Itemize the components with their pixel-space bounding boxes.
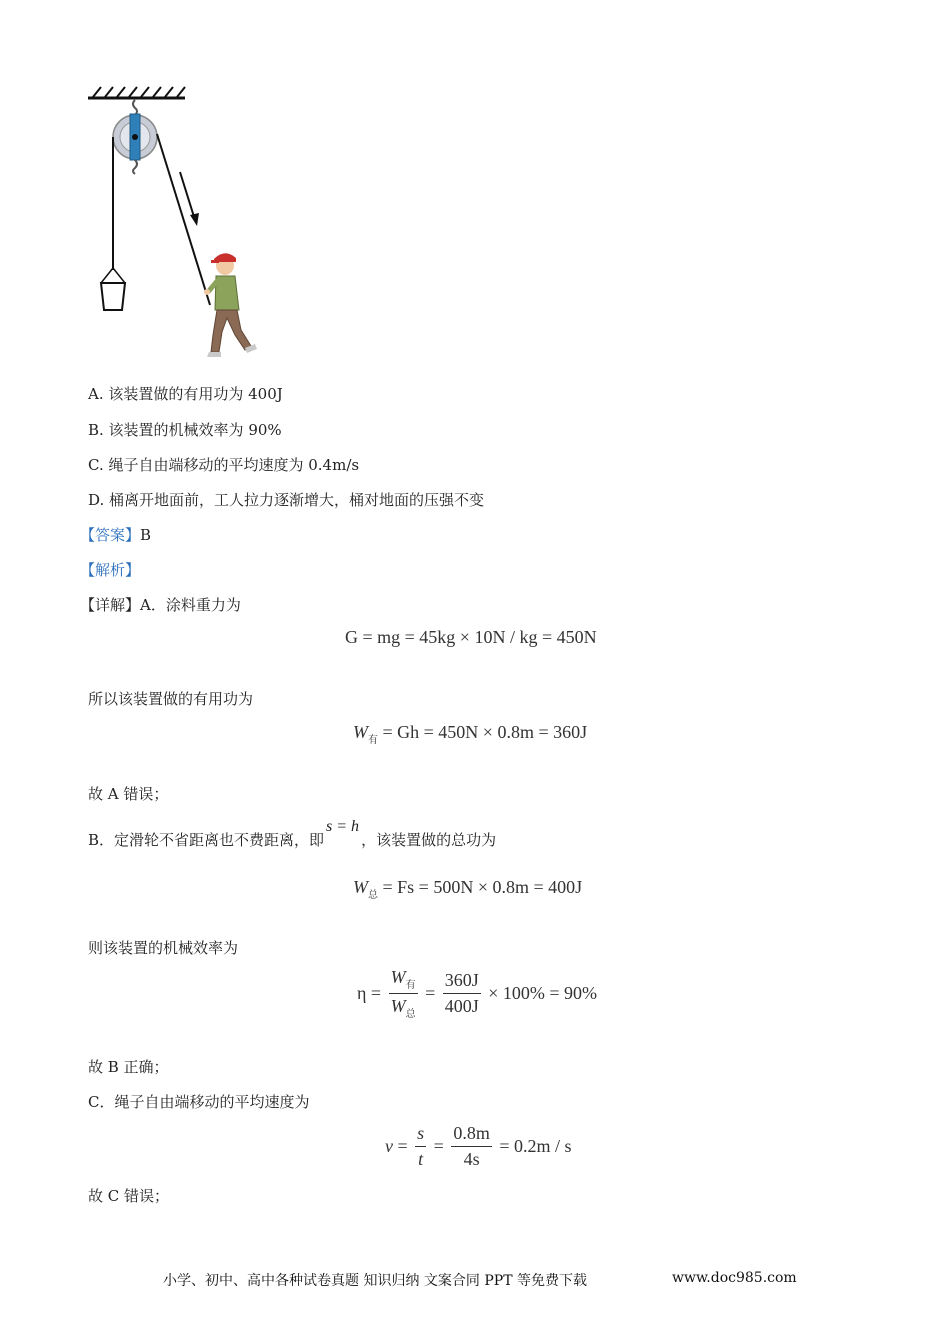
fraction-work-values: $\frac{360J}{400J}$: [444, 970, 479, 1016]
detail-tag: 【详解】: [80, 596, 141, 614]
part-c-intro: C．绳子自由端移动的平均速度为: [88, 1093, 310, 1111]
equation-efficiency: η = $\frac{W_有}{W_总}$ = $\frac{360J}{400J}$ × 100% = 90%: [357, 967, 598, 1020]
part-b-intro: B．定滑轮不省距离也不费距离，即s = h，该装置做的总功为: [88, 818, 497, 849]
pulley-figure: [85, 80, 275, 365]
answer-value: B: [140, 526, 152, 544]
inline-equation-s-h: s = h: [326, 818, 360, 835]
option-d: D. 桶离开地面前，工人拉力逐渐增大，桶对地面的压强不变: [88, 491, 485, 509]
conclusion-c: 故 C 错误；: [88, 1187, 170, 1205]
analysis-tag: 【解析】: [80, 561, 141, 579]
useful-work-intro: 所以该装置做的有用功为: [88, 690, 254, 708]
fraction-speed-values: $\frac{0.8m}{4s}$: [453, 1123, 490, 1169]
fraction-s-t: $\frac{s}{t}$: [417, 1123, 425, 1169]
footer-text: 小学、初中、高中各种试卷真题 知识归纳 文案合同 PPT 等免费下载: [163, 1273, 587, 1289]
pulley-wheel-icon: [113, 114, 157, 160]
option-a: A. 该装置做的有用功为 400J: [88, 385, 283, 403]
equation-gravity: G = mg = 45kg × 10N / kg = 450N: [345, 627, 597, 647]
ceiling-icon: [88, 87, 185, 98]
option-c: C. 绳子自由端移动的平均速度为 0.4m/s: [88, 456, 360, 474]
conclusion-a: 故 A 错误；: [88, 785, 169, 803]
option-b: B. 该装置的机械效率为 90%: [88, 421, 282, 439]
equation-total-work: $W_总 = Fs = 500N \times 0.8m = 400J$: [353, 877, 583, 901]
equation-useful-work: $W_有 = Gh = 450N \times 0.8m = 360J$: [353, 722, 588, 746]
bucket-icon: [101, 268, 125, 310]
conclusion-b: 故 B 正确；: [88, 1058, 169, 1076]
footer-url[interactable]: www.doc985.com: [672, 1270, 797, 1286]
answer-tag: 【答案】: [80, 526, 141, 544]
efficiency-intro: 则该装置的机械效率为: [88, 939, 239, 957]
fraction-w-ratio: $\frac{W_有}{W_总}$: [390, 967, 416, 1020]
equation-speed: v = $\frac{s}{t}$ = $\frac{0.8m}{4s}$ = 0.2m / s: [385, 1123, 572, 1169]
worker-icon: [204, 253, 257, 357]
part-a-intro: A．涂料重力为: [140, 596, 241, 614]
answer-line: [80, 525, 151, 545]
detail-line-a: [80, 595, 241, 615]
